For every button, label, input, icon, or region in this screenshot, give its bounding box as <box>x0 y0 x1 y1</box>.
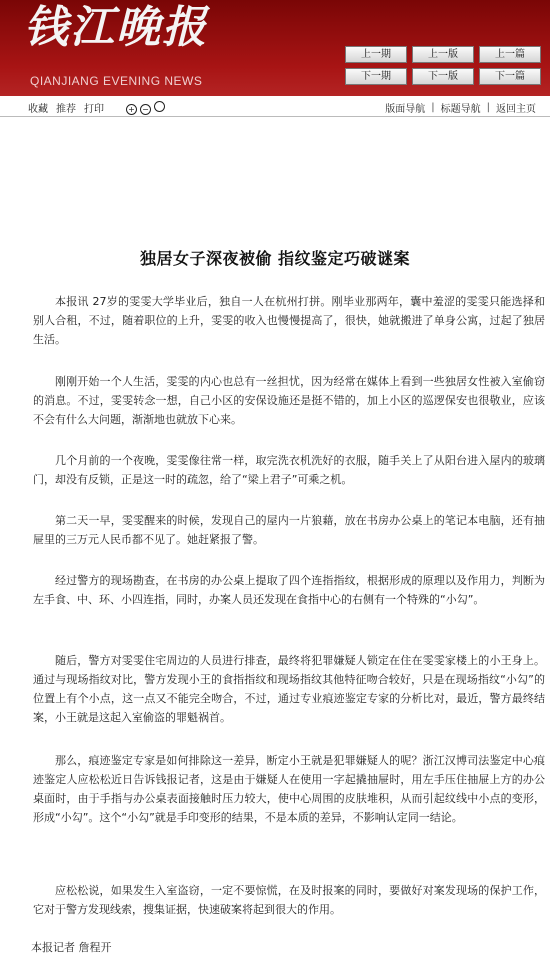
masthead <box>0 0 550 96</box>
zoom-reset-icon[interactable] <box>154 101 165 112</box>
zoom-in-icon[interactable]: + <box>126 104 137 115</box>
article-toolbar <box>0 96 550 117</box>
toolbar-divider: | <box>431 102 435 113</box>
article-title: 独居女子深夜被偷 指纹鉴定巧破谜案 <box>139 249 411 268</box>
nav-row-next <box>345 68 541 85</box>
article-paragraph: 经过警方的现场勘查，在书房的办公桌上提取了四个连指指纹，根据形成的原理以及作用力，判断为左手食、中、环、小四连指，同时，办案人员还发现在食指中心的右侧有一个特殊的“小勾”。 <box>33 574 545 606</box>
layout-nav-link[interactable]: 版面导航 <box>385 104 426 115</box>
back-home-link[interactable]: 返回主页 <box>496 104 536 115</box>
newspaper-logo-subtitle: QIANJIANG EVENING NEWS <box>30 74 203 88</box>
article-paragraph: 第二天一早，雯雯醒来的时候，发现自己的屋内一片狼藉，放在书房办公桌上的笔记本电脑，还有抽屉里的三万元人民币都不见了。她赶紧报了警。 <box>33 514 545 546</box>
article-paragraph: 应松松说，如果发生入室盗窃，一定不要惊慌，在及时报案的同时，要做好对案发现场的保护工作，它对于警方发现线索，搜集证据，快速破案将起到很大的作用。 <box>33 884 545 916</box>
article-paragraph: 那么，痕迹鉴定专家是如何排除这一差异，断定小王就是犯罪嫌疑人的呢？浙江汉博司法鉴定中心痕迹鉴定人应松松近日告诉钱报记者，这是由于嫌疑人在使用一字起撬抽屉时，用左手压住抽屉上方的办公桌面时，由于手指与办公桌表面接触时压力较大，使中心周围的皮肤堆积，从而引起纹线中小点的变形，形成“小勾”。这个“小勾”就是手印变形的结果，不是本质的差异，不影响认定同一结论。 <box>33 754 545 824</box>
previous-issue-button[interactable]: 上一期 <box>345 46 407 63</box>
previous-article-button[interactable]: 上一篇 <box>479 46 541 63</box>
next-issue-button[interactable]: 下一期 <box>345 68 407 85</box>
next-article-button[interactable]: 下一篇 <box>479 68 541 85</box>
article-paragraph: 本报讯 27岁的雯雯大学毕业后，独自一人在杭州打拼。刚毕业那两年，囊中羞涩的雯雯只能选择和别人合租，不过，随着职位的上升，雯雯的收入也慢慢提高了，很快，她就搬进了单身公寓，过起了独居生活。 <box>33 295 545 346</box>
issue-navigation <box>345 46 541 90</box>
zoom-out-icon[interactable]: − <box>140 104 151 115</box>
collect-link[interactable]: 收藏 <box>28 104 48 115</box>
article-byline: 本报记者 詹程开 <box>31 941 112 954</box>
toolbar-navigation <box>385 100 536 115</box>
title-nav-link[interactable]: 标题导航 <box>440 104 481 115</box>
article-paragraph: 随后，警方对雯雯住宅周边的人员进行排查，最终将犯罪嫌疑人锁定在住在雯雯家楼上的小王身上。通过与现场指纹对比，警方发现小王的食指指纹和现场指纹其他特征吻合较好，只是在现场指纹“小勾”的位置上有个小点，这一点又不能完全吻合，不过，通过专业痕迹鉴定专家的分析比对，最近，警方最终结案，小王就是这起入室偷盗的罪魁祸首。 <box>33 654 545 724</box>
next-page-button[interactable]: 下一版 <box>412 68 474 85</box>
toolbar-actions <box>28 100 168 115</box>
previous-page-button[interactable]: 上一版 <box>412 46 474 63</box>
toolbar-divider: | <box>486 102 490 113</box>
article-paragraph: 几个月前的一个夜晚，雯雯像往常一样，取完洗衣机洗好的衣服，随手关上了从阳台进入屋内的玻璃门，却没有反锁，正是这一时的疏忽，给了“梁上君子”可乘之机。 <box>33 454 545 486</box>
nav-row-previous <box>345 46 541 63</box>
newspaper-logo: 钱江晚报 <box>24 2 208 53</box>
print-link[interactable]: 打印 <box>84 104 104 115</box>
recommend-link[interactable]: 推荐 <box>56 104 76 115</box>
article-paragraph: 刚刚开始一个人生活，雯雯的内心也总有一丝担忧，因为经常在媒体上看到一些独居女性被入室偷窃的消息。不过，雯雯转念一想，自己小区的安保设施还是挺不错的，加上小区的巡逻保安也很敬业，应该不会有什么大问题，渐渐地也就放下心来。 <box>33 375 545 426</box>
